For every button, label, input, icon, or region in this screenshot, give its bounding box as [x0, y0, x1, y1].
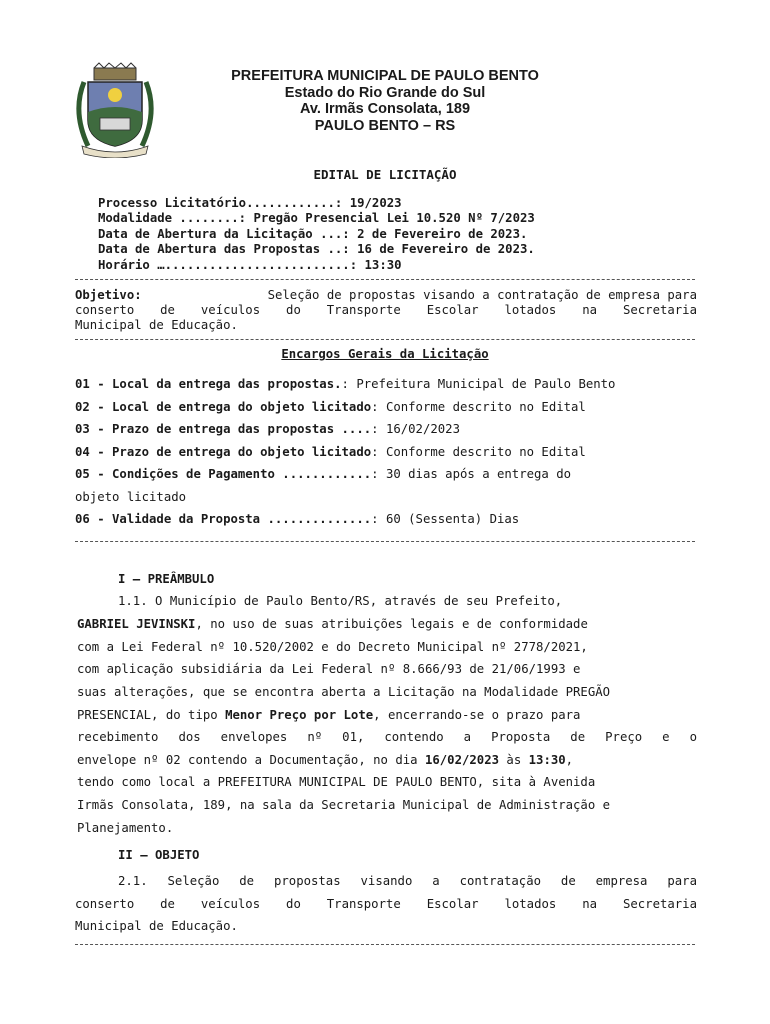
- encargo-item-continuation: objeto licitado: [75, 490, 187, 504]
- header-line-1: PREFEITURA MUNICIPAL DE PAULO BENTO: [231, 68, 539, 84]
- header-line-3: Av. Irmãs Consolata, 189: [299, 101, 471, 117]
- info-line: Modalidade ........: Pregão Presencial Lei 10.520 Nº 7/2023: [98, 211, 535, 225]
- preambulo-line: PRESENCIAL, do tipo Menor Preço por Lote, encerrando-se o prazo para: [77, 708, 581, 722]
- info-line: Data de Abertura das Propostas ..: 16 de Fevereiro de 2023.: [98, 242, 535, 256]
- section-title-preambulo: I – PREÂMBULO: [118, 572, 215, 586]
- divider: [75, 944, 695, 945]
- preambulo-line: tendo como local a PREFEITURA MUNICIPAL DE PAULO BENTO, sita à Avenida: [77, 775, 596, 789]
- divider: [75, 279, 695, 280]
- objetivo-line-2: conserto de veículos do Transporte Escolar lotados na Secretaria: [75, 303, 697, 317]
- preambulo-line: GABRIEL JEVINSKI, no uso de suas atribuições legais e de conformidade: [77, 617, 588, 631]
- preambulo-line: Irmãs Consolata, 189, na sala da Secretaria Municipal de Administração e: [77, 798, 611, 812]
- header-line-4: PAULO BENTO – RS: [314, 118, 456, 134]
- preambulo-line: com a Lei Federal nº 10.520/2002 e do Decreto Municipal nº 2778/2021,: [77, 640, 588, 654]
- preambulo-line: suas alterações, que se encontra aberta a Licitação na Modalidade PREGÃO: [77, 685, 611, 699]
- encargos-title: Encargos Gerais da Licitação: [281, 347, 489, 361]
- divider: [75, 339, 695, 340]
- preambulo-line: envelope nº 02 contendo a Documentação, no dia 16/02/2023 às 13:30,: [77, 753, 574, 767]
- objetivo-label: Objetivo:: [75, 288, 142, 302]
- objetivo-line-1: [75, 288, 697, 302]
- encargo-item: 05 - Condições de Pagamento ............: 30 dias após a entrega do: [75, 467, 572, 481]
- municipal-coat-of-arms: [70, 62, 160, 158]
- encargo-item: 03 - Prazo de entrega das propostas ....: 16/02/2023: [75, 422, 460, 436]
- document-title: EDITAL DE LICITAÇÃO: [313, 167, 457, 182]
- info-line: Data de Abertura da Licitação ...: 2 de Fevereiro de 2023.: [98, 227, 528, 241]
- encargo-item: 04 - Prazo de entrega do objeto licitado: Conforme descrito no Edital: [75, 445, 586, 459]
- objeto-line: conserto de veículos do Transporte Escolar lotados na Secretaria: [75, 897, 697, 911]
- preambulo-line: 1.1. O Município de Paulo Bento/RS, através de seu Prefeito,: [118, 594, 563, 608]
- objetivo-text: Seleção de propostas visando a contratação de empresa para: [267, 288, 697, 302]
- section-title-objeto: II – OBJETO: [118, 848, 200, 862]
- header-line-2: Estado do Rio Grande do Sul: [284, 85, 486, 101]
- encargo-item: 06 - Validade da Proposta ..............: 60 (Sessenta) Dias: [75, 512, 520, 526]
- preambulo-line: recebimento dos envelopes nº 01, contendo a Proposta de Preço e o: [77, 730, 697, 744]
- objetivo-line-3: Municipal de Educação.: [75, 318, 238, 332]
- preambulo-line: com aplicação subsidiária da Lei Federal nº 8.666/93 de 21/06/1993 e: [77, 662, 581, 676]
- info-line: Horário ….........................: 13:30: [98, 258, 402, 272]
- encargo-item: 01 - Local da entrega das propostas.: Prefeitura Municipal de Paulo Bento: [75, 377, 616, 391]
- objeto-line: Municipal de Educação.: [75, 919, 238, 933]
- encargo-item: 02 - Local de entrega do objeto licitado: Conforme descrito no Edital: [75, 400, 586, 414]
- divider: [75, 541, 695, 542]
- objeto-line: 2.1. Seleção de propostas visando a contratação de empresa para: [118, 874, 697, 888]
- preambulo-line: Planejamento.: [77, 821, 174, 835]
- info-line: Processo Licitatório............: 19/2023: [98, 196, 402, 210]
